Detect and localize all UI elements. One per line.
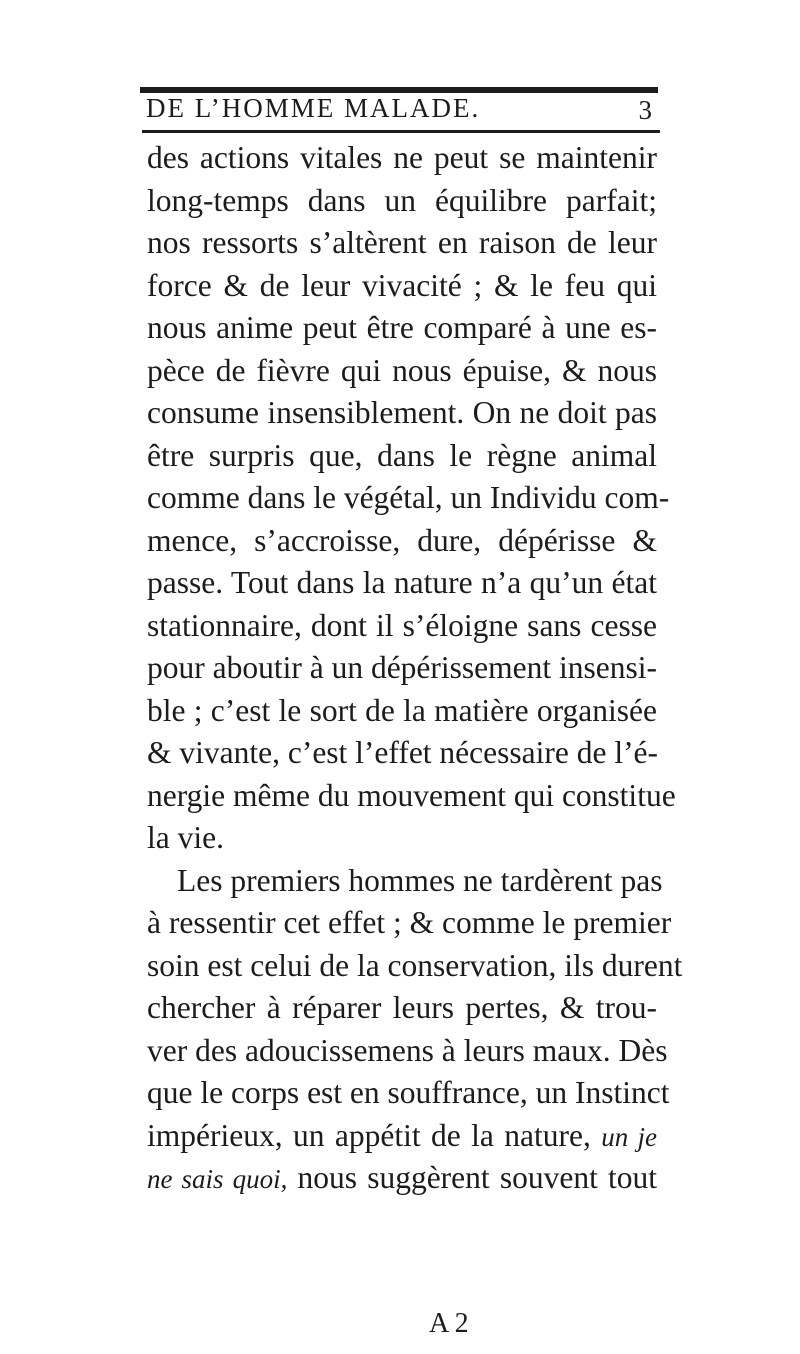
text-line: stationnaire, dont il s’éloigne sans cesse (147, 607, 657, 643)
text-line: passe. Tout dans la nature n’a qu’un état (147, 565, 657, 600)
body-text (147, 137, 683, 1200)
text-line: comme dans le végétal, un Individu com- (147, 480, 670, 515)
text-line: nous anime peut être comparé à une es- (147, 310, 657, 345)
text-line: mence, s’accroisse, dure, dépérisse & (147, 522, 657, 558)
page-number: 3 (638, 95, 652, 125)
running-head (146, 93, 656, 127)
text-line: soin est celui de la conservation, ils durent (147, 947, 683, 983)
text-line: que le corps est en souffrance, un Instinct (147, 1075, 670, 1110)
italic-phrase: un je (601, 1121, 658, 1152)
text-line-part: impérieux, un appétit de la nature, (147, 1117, 591, 1153)
signature-mark: A 2 (429, 1308, 469, 1339)
text-line: force & de leur vivacité ; & le feu qui (147, 267, 657, 303)
text-line: chercher à réparer leurs pertes, & trou- (147, 990, 657, 1025)
text-line: des actions vitales ne peut se maintenir (147, 140, 657, 175)
text-line: nergie même du mouvement qui constitue (147, 777, 676, 813)
header-rule-bottom (142, 130, 660, 133)
text-line: à ressentir cet effet ; & comme le premier (147, 905, 672, 940)
text-line: consume insensiblement. On ne doit pas (147, 395, 657, 430)
text-line: ble ; c’est le sort de la matière organisée (147, 692, 657, 728)
text-line: ver des adoucissemens à leurs maux. Dès (147, 1032, 668, 1068)
text-line: long-temps dans un équilibre parfait; (147, 182, 657, 218)
text-line: & vivante, c’est l’effet nécessaire de l’é- (147, 735, 659, 770)
text-line-paragraph-start: Les premiers hommes ne tardèrent pas (177, 862, 663, 898)
text-line: nos ressorts s’altèrent en raison de leur (147, 225, 657, 260)
text-line: être surpris que, dans le règne animal (147, 437, 657, 473)
italic-phrase: ne sais quoi, (147, 1164, 288, 1194)
text-line-part: nous suggèrent souvent tout (297, 1160, 657, 1195)
text-line: pèce de fièvre qui nous épuise, & nous (147, 352, 657, 388)
text-line (147, 1157, 657, 1200)
running-title: DE L’HOMME MALADE. (146, 93, 481, 123)
text-line: pour aboutir à un dépérissement insensi- (147, 650, 657, 685)
text-line-paragraph-end: la vie. (147, 820, 224, 855)
text-line (147, 1115, 657, 1158)
